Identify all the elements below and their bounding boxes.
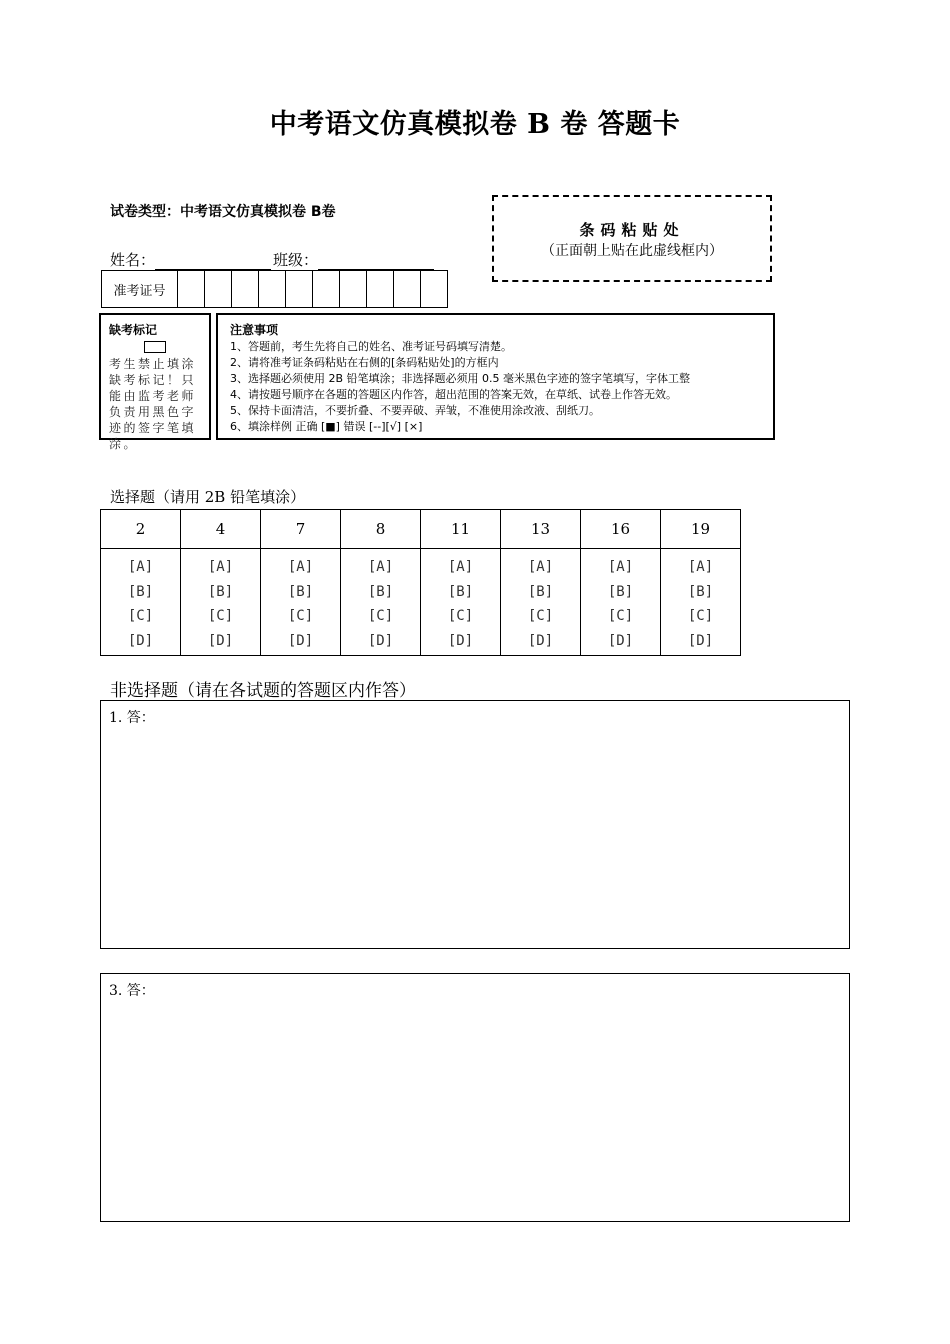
note-line: 1、答题前，考生先将自己的姓名、准考证号码填写清楚。 [230,340,512,353]
question-number: 16 [581,510,661,549]
note-line: 4、请按题号顺序在各题的答题区内作答，超出范围的答案无效，在草纸、试卷上作答无效。 [230,388,677,401]
option-a-bubble[interactable]: [A] [527,559,554,575]
absent-checkbox[interactable] [144,341,166,353]
barcode-title: 条码粘贴处 [579,221,685,239]
name-field[interactable] [155,253,271,270]
option-a-bubble[interactable]: [A] [367,559,394,575]
option-b-bubble[interactable]: [B] [367,583,394,600]
question-number: 4 [181,510,261,549]
exam-number-cell[interactable] [313,271,340,307]
choice-table [100,509,741,656]
exam-number-cell[interactable] [205,271,232,307]
question-number: 13 [501,510,581,549]
class-label: 班级： [273,251,319,269]
absent-heading: 缺考标记 [109,323,158,337]
question-number: 7 [261,510,341,549]
note-line: 3、选择题必须使用 2B 铅笔填涂；非选择题必须用 0.5 毫米黑色字迹的签字笔填写，字体工整 [230,372,691,385]
answer-options-cell [661,549,741,656]
question-number: 11 [421,510,501,549]
answer-options-cell [261,549,341,656]
answer-options-cell [501,549,581,656]
absent-instructions: 考生禁止填涂缺考标记！只能由监考老师负责用黑色字迹的签字笔填涂。 [109,357,197,451]
exam-number-cell[interactable] [232,271,259,307]
option-c-bubble[interactable]: [C] [127,608,154,624]
option-b-bubble[interactable]: [B] [607,583,634,600]
option-d-bubble[interactable]: [D] [527,632,554,649]
option-b-bubble[interactable]: [B] [207,583,234,600]
exam-number-label: 准考证号 [102,271,178,307]
option-d-bubble[interactable]: [D] [367,632,394,649]
answer-label: 1. 答： [109,710,155,726]
exam-number-grid [101,270,448,308]
question-number: 8 [341,510,421,549]
exam-number-cell[interactable] [340,271,367,307]
exam-number-cell[interactable] [394,271,421,307]
answer-box-1[interactable] [100,700,850,949]
nonchoice-section-label: 非选择题（请在各试题的答题区内作答） [110,681,416,701]
option-d-bubble[interactable]: [D] [287,632,314,649]
answer-options-cell [341,549,421,656]
answer-options-cell [421,549,501,656]
exam-number-cell[interactable] [178,271,205,307]
question-number: 2 [101,510,181,549]
option-b-bubble[interactable]: [B] [687,583,714,600]
name-class-line [110,249,436,270]
option-d-bubble[interactable]: [D] [207,632,234,649]
option-b-bubble[interactable]: [B] [527,583,554,600]
option-c-bubble[interactable]: [C] [527,608,554,624]
option-c-bubble[interactable]: [C] [447,608,474,624]
notes-box [216,313,775,440]
option-d-bubble[interactable]: [D] [607,632,634,649]
name-label: 姓名： [110,251,156,269]
exam-number-cell[interactable] [286,271,313,307]
option-d-bubble[interactable]: [D] [447,632,474,649]
exam-number-cell[interactable] [367,271,394,307]
exam-number-cell[interactable] [421,271,447,307]
absent-mark-box [99,313,211,451]
note-line: 5、保持卡面清洁，不要折叠、不要弄破、弄皱，不准使用涂改液、刮纸刀。 [230,404,600,417]
choice-section-label: 选择题（请用 2B 铅笔填涂） [110,488,306,506]
option-b-bubble[interactable]: [B] [127,583,154,600]
option-b-bubble[interactable]: [B] [447,583,474,600]
option-c-bubble[interactable]: [C] [607,608,634,624]
class-field[interactable] [318,253,434,270]
exam-number-cell[interactable] [259,271,286,307]
note-line: 2、请将准考证条码粘贴在右侧的[条码粘贴处]的方框内 [230,356,499,369]
notes-heading: 注意事项 [230,323,279,337]
answer-options-cell [181,549,261,656]
option-a-bubble[interactable]: [A] [127,559,154,575]
option-a-bubble[interactable]: [A] [287,559,314,575]
choice-options-row [101,549,741,656]
option-d-bubble[interactable]: [D] [127,632,154,649]
answer-box-3[interactable] [100,973,850,1222]
option-c-bubble[interactable]: [C] [207,608,234,624]
option-c-bubble[interactable]: [C] [287,608,314,624]
note-line: 6、填涂样例 正确 [■] 错误 [--][√] [×] [230,420,423,433]
option-a-bubble[interactable]: [A] [687,559,714,575]
option-b-bubble[interactable]: [B] [287,583,314,600]
option-a-bubble[interactable]: [A] [447,559,474,575]
paper-type: 试卷类型：中考语文仿真模拟卷 B卷 [110,204,336,220]
sheet-title: 中考语文仿真模拟卷 B 卷 答题卡 [269,109,681,140]
option-c-bubble[interactable]: [C] [687,608,714,624]
barcode-note: （正面朝上贴在此虚线框内） [541,243,723,259]
barcode-area [492,195,772,282]
answer-options-cell [101,549,181,656]
question-number: 19 [661,510,741,549]
answer-options-cell [581,549,661,656]
answer-label: 3. 答： [109,983,155,999]
option-c-bubble[interactable]: [C] [367,608,394,624]
option-a-bubble[interactable]: [A] [207,559,234,575]
option-a-bubble[interactable]: [A] [607,559,634,575]
option-d-bubble[interactable]: [D] [687,632,714,649]
choice-header-row [101,510,741,549]
